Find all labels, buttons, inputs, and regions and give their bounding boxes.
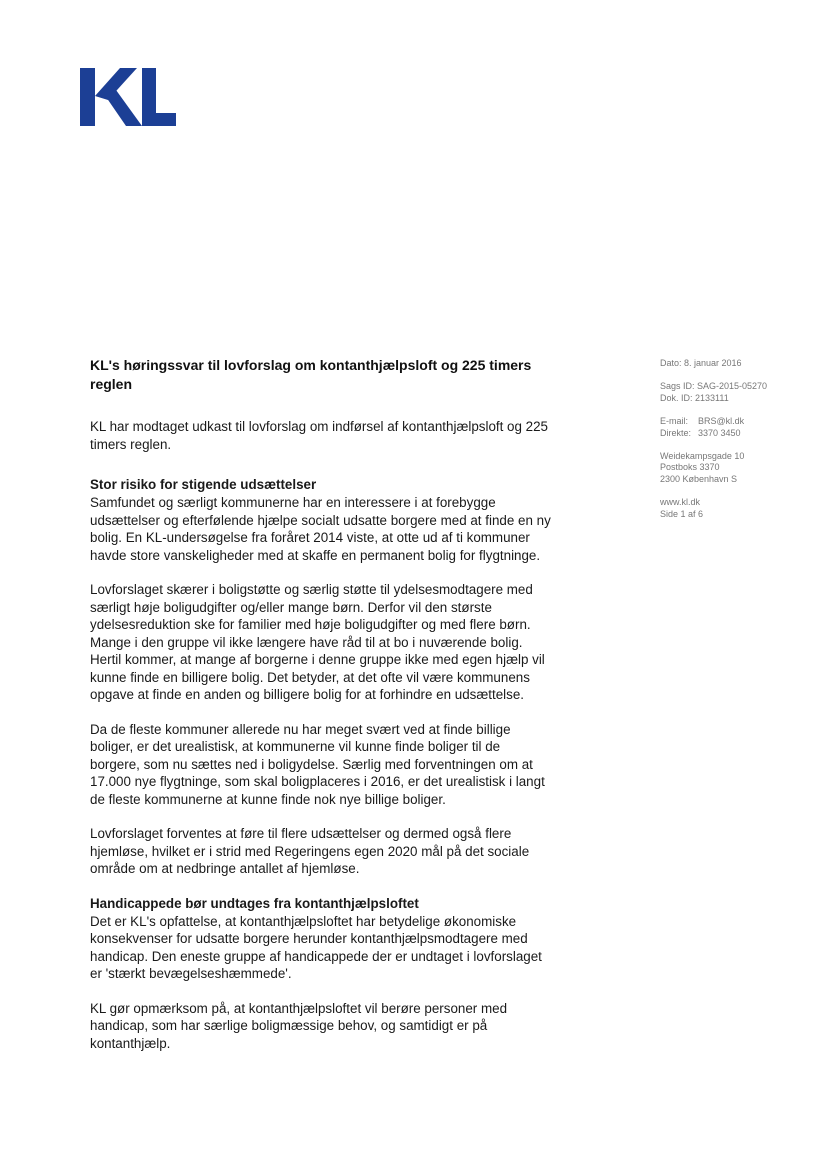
direct-phone-line	[660, 428, 810, 439]
web-group	[660, 497, 810, 520]
metadata-sidebar	[660, 358, 810, 532]
letter-body	[90, 356, 552, 1069]
website-link[interactable]: www.kl.dk	[660, 497, 701, 508]
intro-paragraph: KL har modtaget udkast til lovforslag om indførsel af kontanthjælpsloft og 225 timers reglen.	[90, 419, 549, 452]
dok-id-line: Dok. ID: 2133111	[660, 392, 729, 403]
section-handicapped	[90, 895, 552, 1053]
section-evictions	[90, 476, 552, 878]
direct-value: 3370 3450	[698, 427, 741, 438]
email-label: E-mail:	[660, 416, 689, 427]
body-paragraph: Samfundet og særligt kommunerne har en interessere i at forebygge udsættelser og efterfølende hjælpe socialt udsatte borgere med at finde en ny bolig. En KL-undersøgelse fra foråret 2014 viste, at otte ud af ti kommuner havde store vanskeligheder med at skaffe en permanent bolig for flygtninge.	[90, 495, 551, 563]
address-line: 2300 København S	[660, 473, 738, 484]
page-number: Side 1 af 6	[660, 508, 704, 519]
direct-label: Direkte:	[660, 427, 692, 438]
kl-logo-mark	[80, 66, 176, 128]
body-paragraph: Da de fleste kommuner allerede nu har meget svært ved at finde billige boliger, er det urealistisk, at kommunerne vil kunne finde boliger til de borgere, som nu sættes ned i boligydelse. Særlig med forventningen om at 17.000 nye flygtninge, som skal boligplaceres i 2016, er det urealistisk i langt de fleste kommunerne at kunne finde nok nye billige boliger.	[90, 721, 545, 807]
section-heading: Handicappede bør undtages fra kontanthjælpsloftet	[90, 895, 419, 911]
email-line	[660, 416, 810, 427]
sags-id-line: Sags ID: SAG-2015-05270	[660, 381, 768, 392]
section-heading: Stor risiko for stigende udsættelser	[90, 477, 317, 492]
date-group	[660, 358, 810, 369]
date-line: Dato: 8. januar 2016	[660, 358, 742, 368]
document-title: KL's høringssvar til lovforslag om kontanthjælpsloft og 225 timers reglen	[90, 357, 532, 392]
contact-group	[660, 416, 810, 439]
ids-group	[660, 381, 810, 404]
body-paragraph: Lovforslaget skærer i boligstøtte og særlig støtte til ydelsesmodtagere med særligt høje boligudgifter og/eller mange børn. Derfor vil den største ydelsesreduktion ske for familier med høje boligudgifter og med flere børn. Mange i den gruppe vil ikke længere have råd til at bo i nuværende bolig. Hertil kommer, at mange af borgerne i denne gruppe ikke med egen hjælp vil kunne finde en billigere bolig. Det betyder, at det ofte vil være kommunens opgave at finde en anden og billigere bolig for at forhindre en udsættelse.	[90, 582, 545, 702]
body-paragraph: KL gør opmærksom på, at kontanthjælpsloftet vil berøre personer med handicap, som har særlige boligmæssige behov, og samtidigt er på kontanthjælp.	[90, 1000, 508, 1051]
kl-logo	[80, 66, 176, 128]
address-line: Weidekampsgade 10	[660, 451, 745, 462]
address-line: Postboks 3370	[660, 462, 720, 473]
email-value[interactable]: BRS@kl.dk	[698, 416, 745, 427]
body-paragraph: Lovforslaget forventes at føre til flere udsættelser og dermed også flere hjemløse, hvilket er i strid med Regeringens egen 2020 mål på det sociale område om at nedbringe antallet af hjemløse.	[90, 826, 530, 876]
body-paragraph: Det er KL's opfattelse, at kontanthjælpsloftet har betydelige økonomiske konsekvenser for udsatte borgere herunder kontanthjælpsmodtagere med handicap. Den eneste gruppe af handicappede der er undtaget i lovforslaget er 'stærkt bevægelseshæmmede'.	[90, 913, 542, 981]
address-group	[660, 451, 810, 485]
